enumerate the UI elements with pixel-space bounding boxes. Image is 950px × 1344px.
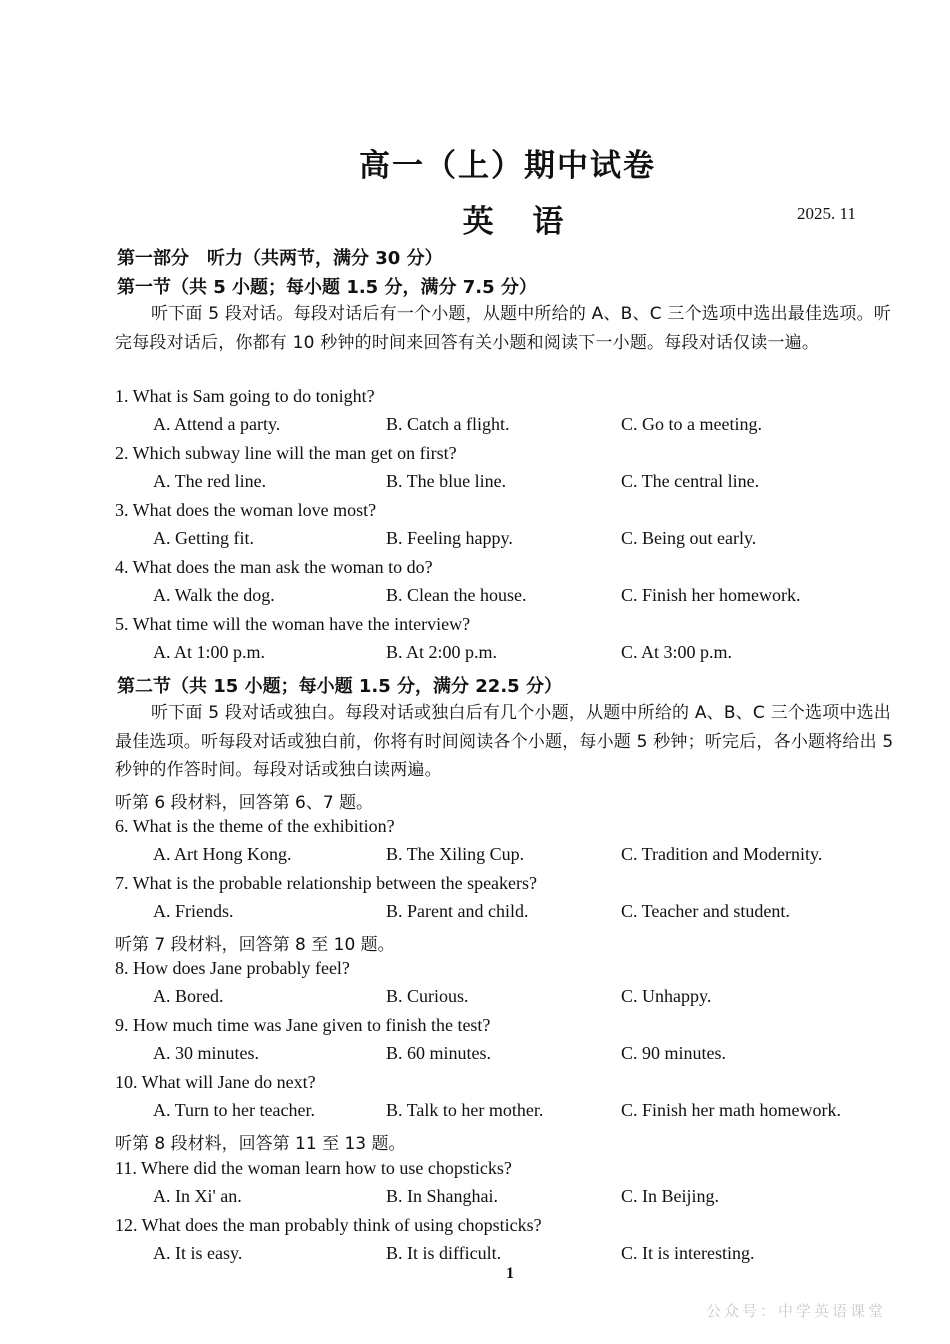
option-b: B. It is difficult.	[386, 1243, 502, 1263]
option-b: B. Curious.	[386, 986, 469, 1006]
question-stem: 5. What time will the woman have the interview?	[115, 614, 471, 634]
option-a: A. Attend a party.	[153, 414, 281, 434]
option-b: B. The Xiling Cup.	[386, 844, 525, 864]
question-stem: 1. What is Sam going to do tonight?	[115, 386, 375, 406]
option-c: C. Teacher and student.	[621, 901, 790, 921]
exam-date: 2025. 11	[797, 204, 856, 223]
option-a: A. Bored.	[153, 986, 224, 1006]
question-9	[0, 1015, 950, 1072]
option-b: B. Parent and child.	[386, 901, 529, 921]
option-a: A. At 1:00 p.m.	[153, 642, 266, 662]
section1-heading: 第一节（共 5 小题；每小题 1.5 分，满分 7.5 分）	[117, 277, 537, 298]
option-c: C. Finish her math homework.	[621, 1100, 841, 1120]
page-number: 1	[506, 1265, 514, 1282]
option-b: B. In Shanghai.	[386, 1186, 498, 1206]
option-b: B. Feeling happy.	[386, 528, 513, 548]
option-b: B. Clean the house.	[386, 585, 527, 605]
section2-heading: 第二节（共 15 小题；每小题 1.5 分，满分 22.5 分）	[117, 676, 562, 697]
question-stem: 8. How does Jane probably feel?	[115, 958, 350, 978]
question-7	[0, 873, 950, 930]
option-b: B. 60 minutes.	[386, 1043, 492, 1063]
section1-instructions: 听下面 5 段对话。每段对话后有一个小题，从题中所给的 A、B、C 三个选项中选出最佳选项。听完每段对话后，你都有 10 秒钟的时间来回答有关小题和阅读下一小题。每段对话仅读一遍。	[115, 304, 891, 353]
option-b: B. At 2:00 p.m.	[386, 642, 498, 662]
option-a: A. 30 minutes.	[153, 1043, 259, 1063]
option-c: C. At 3:00 p.m.	[621, 642, 733, 662]
material-6-note: 听第 6 段材料，回答第 6、7 题。	[115, 793, 374, 813]
option-a: A. It is easy.	[153, 1243, 243, 1263]
watermark-text: 公众号：中学英语课堂	[706, 1302, 887, 1320]
part1-heading: 第一部分 听力（共两节，满分 30 分）	[117, 248, 443, 269]
option-c: C. It is interesting.	[621, 1243, 755, 1263]
exam-title: 高一（上）期中试卷	[359, 148, 656, 184]
question-5	[0, 614, 950, 671]
question-6	[0, 816, 950, 873]
question-stem: 4. What does the man ask the woman to do?	[115, 557, 433, 577]
option-c: C. 90 minutes.	[621, 1043, 727, 1063]
question-stem: 2. Which subway line will the man get on first?	[115, 443, 457, 463]
question-stem: 9. How much time was Jane given to finish the test?	[115, 1015, 491, 1035]
option-a: A. Friends.	[153, 901, 234, 921]
option-c: C. Tradition and Modernity.	[621, 844, 823, 864]
question-11	[0, 1158, 950, 1215]
question-stem: 7. What is the probable relationship between the speakers?	[115, 873, 538, 893]
option-a: A. The red line.	[153, 471, 267, 491]
option-b: B. Catch a flight.	[386, 414, 510, 434]
option-a: A. Turn to her teacher.	[153, 1100, 315, 1120]
option-a: A. Getting fit.	[153, 528, 254, 548]
option-c: C. In Beijing.	[621, 1186, 719, 1206]
option-c: C. Finish her homework.	[621, 585, 801, 605]
option-b: B. The blue line.	[386, 471, 507, 491]
question-stem: 3. What does the woman love most?	[115, 500, 377, 520]
subject-title: 英 语	[462, 204, 578, 240]
question-8	[0, 958, 950, 1015]
option-a: A. In Xi' an.	[153, 1186, 242, 1206]
option-c: C. Go to a meeting.	[621, 414, 762, 434]
option-c: C. Being out early.	[621, 528, 757, 548]
question-stem: 6. What is the theme of the exhibition?	[115, 816, 395, 836]
section2-instructions: 听下面 5 段对话或独白。每段对话或独白后有几个小题，从题中所给的 A、B、C 三个选项中选出最佳选项。听每段对话或独白前，你将有时间阅读各个小题，每小题 5 秒钟；听完后，各小题将给出 5 秒钟的作答时间。每段对话或独白读两遍。	[115, 703, 894, 780]
option-b: B. Talk to her mother.	[386, 1100, 544, 1120]
question-4	[0, 557, 950, 614]
option-a: A. Art Hong Kong.	[153, 844, 292, 864]
question-3	[0, 500, 950, 557]
option-c: C. Unhappy.	[621, 986, 712, 1006]
question-10	[0, 1072, 950, 1129]
material-7-note: 听第 7 段材料，回答第 8 至 10 题。	[115, 935, 395, 955]
question-stem: 10. What will Jane do next?	[115, 1072, 316, 1092]
question-1	[0, 386, 950, 443]
question-stem: 12. What does the man probably think of using chopsticks?	[115, 1215, 542, 1235]
option-c: C. The central line.	[621, 471, 760, 491]
material-8-note: 听第 8 段材料，回答第 11 至 13 题。	[115, 1134, 406, 1154]
question-2	[0, 443, 950, 500]
question-stem: 11. Where did the woman learn how to use chopsticks?	[115, 1158, 512, 1178]
question-12	[0, 1215, 950, 1272]
option-a: A. Walk the dog.	[153, 585, 275, 605]
